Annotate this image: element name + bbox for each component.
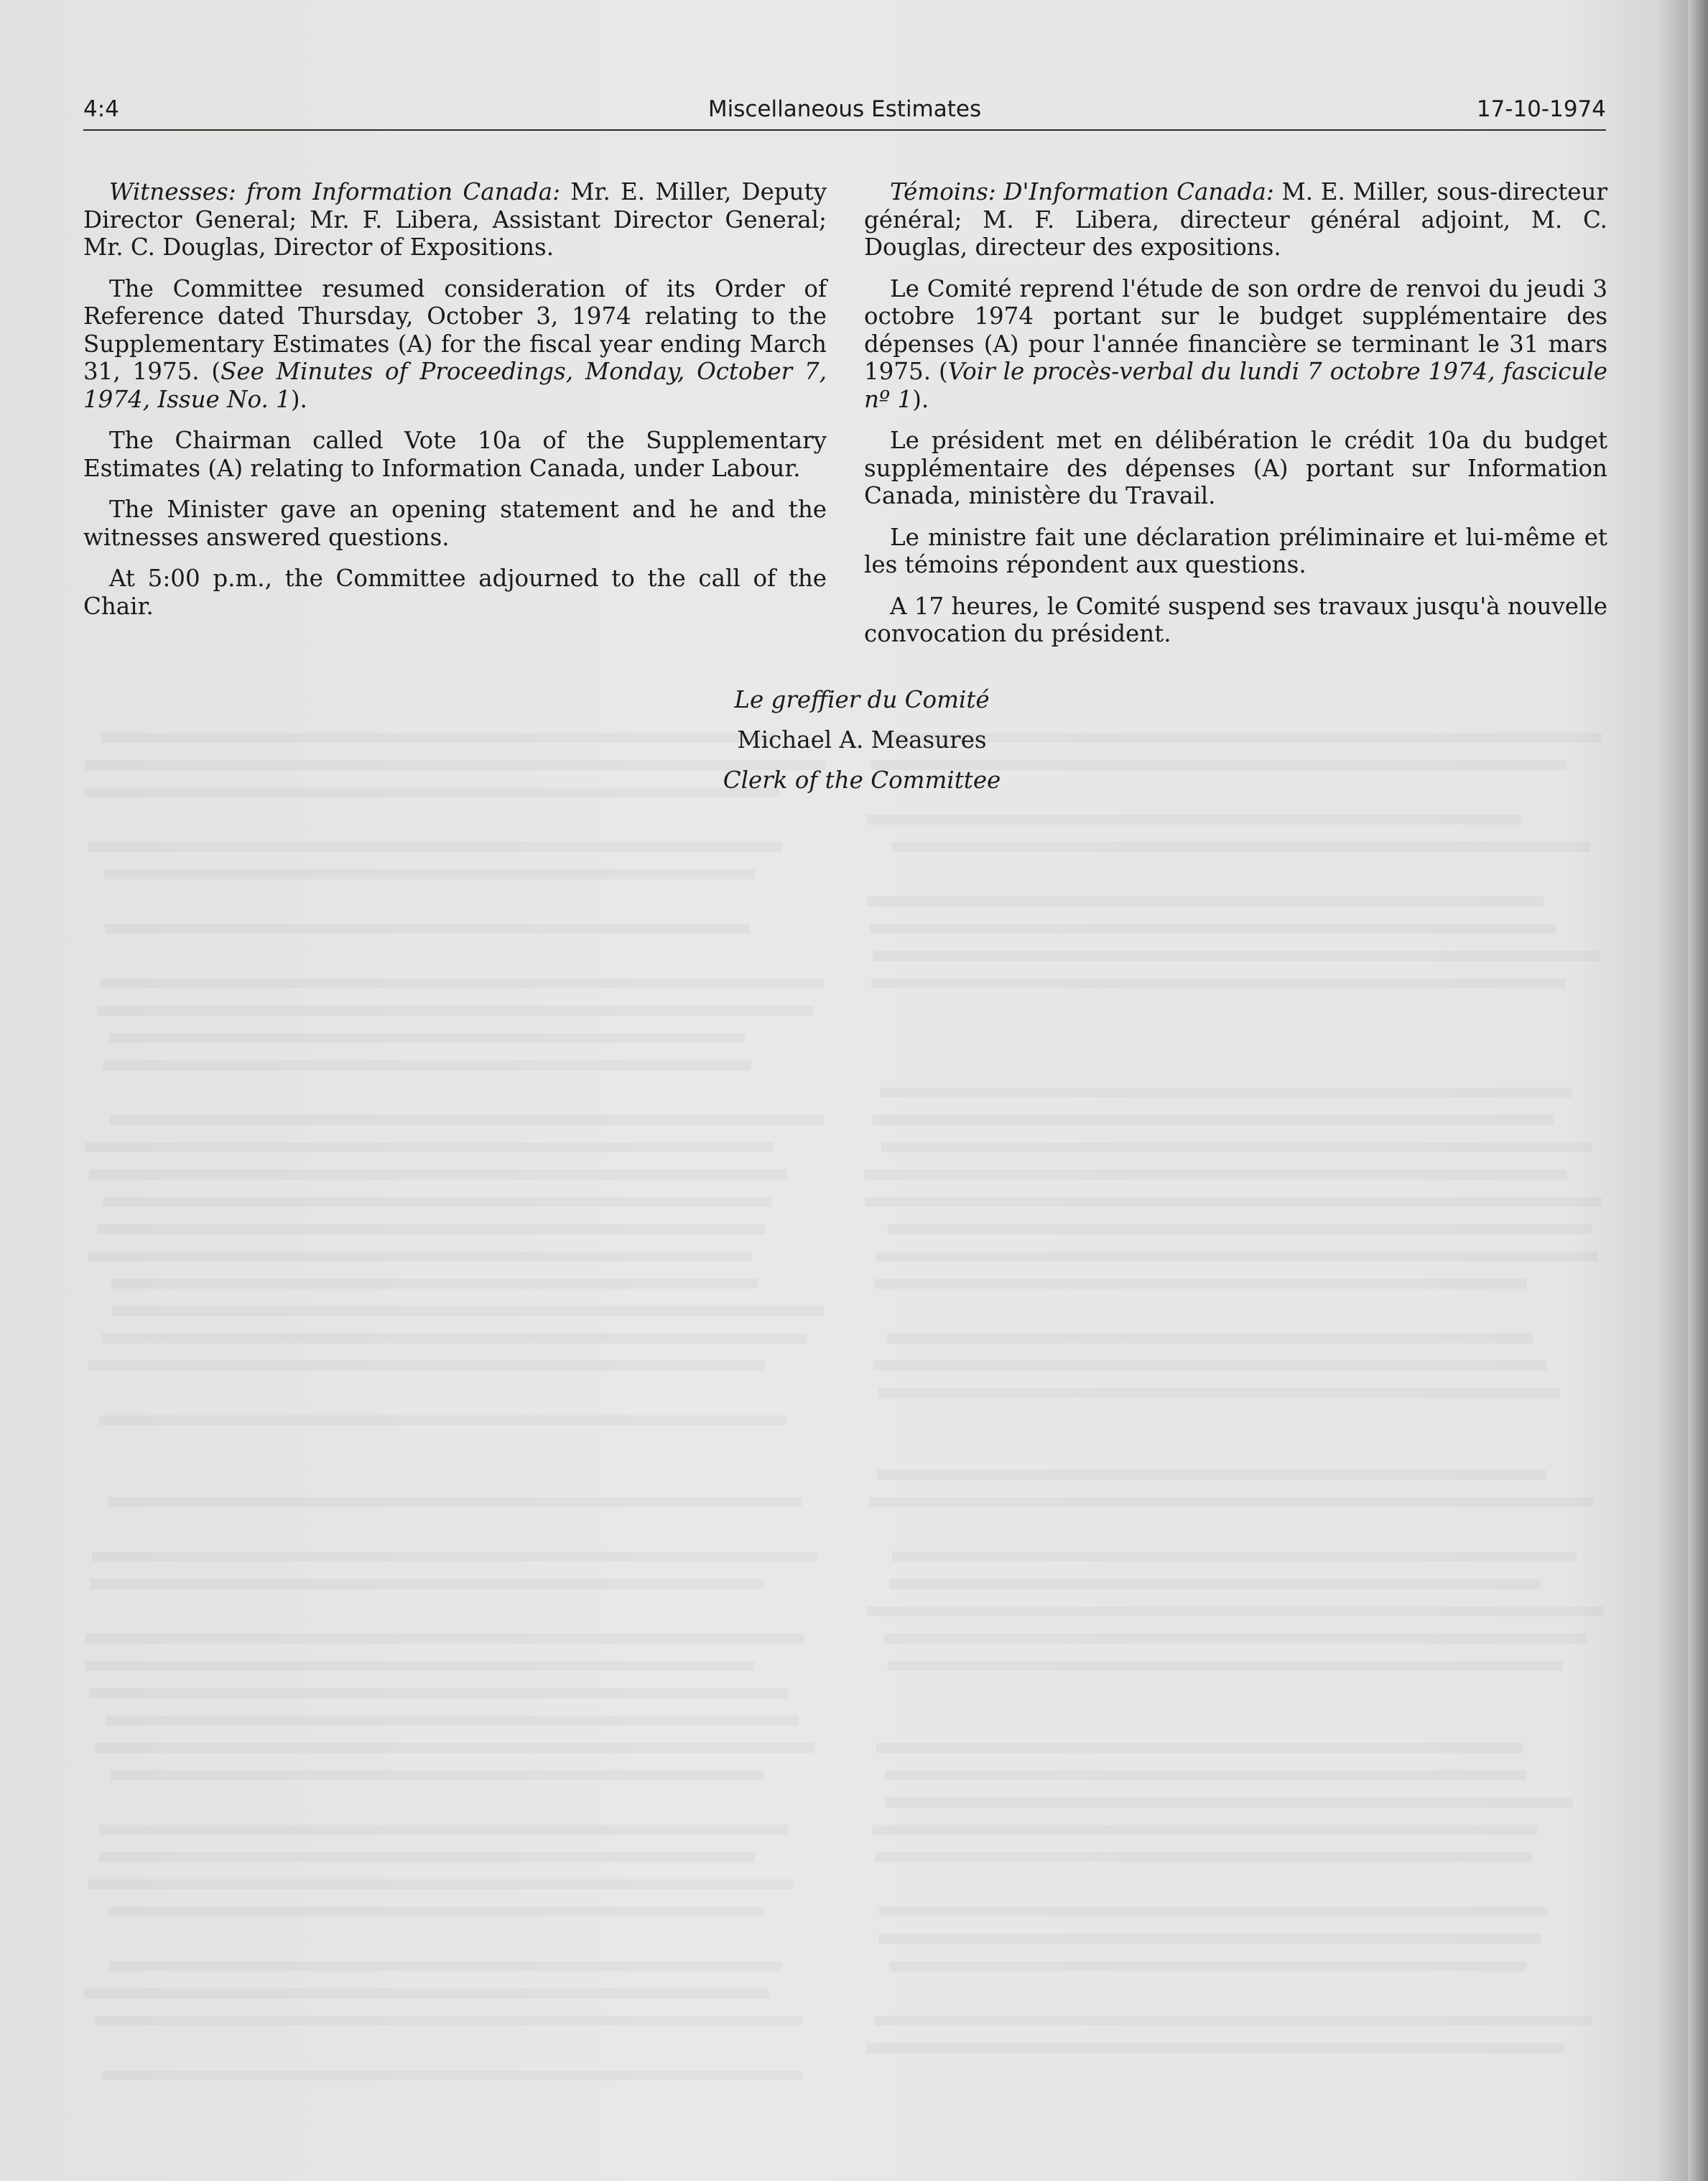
- reprend-text: Le Comité reprend l'étude de son ordre de renvoi du jeudi 3 octobre 1974 portant sur le budget supplémentaire des dépenses (A) pour l'année financière se terminant le 31 mars 1975. (: [864, 274, 1607, 385]
- show-through-line: [103, 869, 755, 879]
- show-through-line: [111, 1770, 764, 1780]
- show-through-line: [867, 897, 1543, 907]
- show-through-line: [880, 1088, 1573, 1098]
- show-through-line: [873, 1361, 1546, 1371]
- show-through-line: [886, 1797, 1572, 1807]
- clerk-title-french: Le greffier du Comité: [734, 686, 990, 713]
- show-through-line: [106, 1715, 798, 1726]
- english-column: [83, 178, 827, 634]
- show-through-line: [99, 1825, 789, 1835]
- show-through-line: [870, 924, 1556, 934]
- show-through-line: [85, 1634, 804, 1644]
- show-through-line: [90, 1579, 764, 1589]
- show-through-line: [90, 1688, 788, 1698]
- show-through-line: [111, 1279, 758, 1289]
- signature-block: [0, 680, 1708, 800]
- show-through-line: [100, 978, 824, 988]
- show-through-line: [887, 1333, 1533, 1343]
- vote-paragraph: The Chairman called Vote 10a of the Supplementary Estimates (A) relating to Information Canada, under Labour.: [83, 427, 827, 482]
- show-through-line: [885, 1770, 1526, 1780]
- show-through-line: [881, 1142, 1592, 1152]
- suspend-paragraph: A 17 heures, le Comité suspend ses travaux jusqu'à nouvelle convocation du président.: [864, 592, 1607, 647]
- show-through-line: [888, 1661, 1563, 1671]
- clerk-title-english: Clerk of the Committee: [723, 767, 1001, 794]
- show-through-line: [89, 1170, 787, 1180]
- show-through-line: [108, 1907, 764, 1917]
- witnesses-paragraph: [83, 178, 827, 261]
- show-through-line: [97, 1006, 814, 1016]
- show-through-line: [872, 1115, 1554, 1125]
- show-through-line: [878, 1934, 1541, 1944]
- show-through-line: [88, 1361, 766, 1371]
- show-through-line: [869, 1497, 1593, 1507]
- show-through-line: [891, 842, 1590, 852]
- show-through-line: [84, 1988, 770, 1999]
- show-through-line: [109, 1961, 782, 1971]
- show-through-line: [95, 2016, 802, 2026]
- witnesses-label: Witnesses: from Information Canada:: [109, 178, 561, 205]
- reprend-paragraph: [864, 275, 1607, 414]
- show-through-line: [865, 1197, 1602, 1207]
- page-edge-shadow: [1688, 0, 1708, 2181]
- show-through-line: [109, 1033, 745, 1043]
- clerk-name: Michael A. Measures: [737, 726, 987, 754]
- show-through-line: [889, 1579, 1541, 1589]
- witnesses-text: Mr. E. Miller, Deputy Director General; Mr. F. Libera, Assistant Director General; Mr. C. Douglas, Director of Expositions.: [83, 178, 827, 261]
- show-through-line: [99, 1415, 787, 1425]
- credit-paragraph: Le président met en délibération le crédit 10a du budget supplémentaire des dépenses (A) portant sur Information Canada, ministère du Travail.: [864, 427, 1607, 509]
- show-through-line: [866, 2043, 1564, 2053]
- show-through-line: [85, 1661, 753, 1671]
- resumed-reference: See Minutes of Proceedings, Monday, October 7, 1974, Issue No. 1: [83, 358, 827, 413]
- show-through-line: [111, 1306, 824, 1316]
- show-through-line: [88, 1251, 753, 1261]
- show-through-line: [99, 1852, 756, 1862]
- reprend-reference: Voir le procès-verbal du lundi 7 octobre 1974, fascicule nº 1: [864, 358, 1607, 413]
- show-through-line: [892, 1552, 1577, 1562]
- running-header: [83, 92, 1606, 131]
- show-through-line: [875, 1852, 1532, 1862]
- show-through-line: [88, 842, 782, 852]
- show-through-line: [883, 1634, 1587, 1644]
- ministre-paragraph: Le ministre fait une déclaration préliminaire et lui-même et les témoins répondent aux questions.: [864, 523, 1607, 578]
- reprend-end: ).: [912, 385, 929, 413]
- temoins-label: Témoins: D'Information Canada:: [890, 178, 1274, 205]
- show-through-line: [877, 1470, 1546, 1480]
- show-through-line: [871, 978, 1565, 988]
- show-through-line: [85, 1142, 773, 1152]
- show-through-line: [867, 1606, 1604, 1616]
- french-column: [864, 178, 1607, 662]
- page-number: 4:4: [83, 96, 119, 122]
- show-through-line: [876, 1743, 1523, 1753]
- show-through-line: [88, 1879, 794, 1889]
- show-through-line: [875, 2016, 1592, 2026]
- show-through-line: [888, 1224, 1591, 1234]
- show-through-line: [94, 1743, 814, 1753]
- resumed-paragraph: [83, 275, 827, 414]
- resumed-text: The Committee resumed consideration of its Order of Reference dated Thursday, October 3, 1974 relating to the Supplementary Estimates (A) for the fiscal year ending March 31, 1975. (: [83, 274, 827, 385]
- show-through-line: [103, 1060, 752, 1070]
- temoins-text: M. E. Miller, sous-directeur général; M. F. Libera, directeur général adjoint, M. C. Douglas, directeur des expositions.: [864, 178, 1607, 261]
- header-title: Miscellaneous Estimates: [707, 96, 982, 122]
- temoins-paragraph: [864, 178, 1607, 261]
- show-through-line: [879, 1907, 1549, 1917]
- show-through-line: [108, 1497, 801, 1507]
- show-through-line: [92, 1552, 818, 1562]
- adjourn-paragraph: At 5:00 p.m., the Committee adjourned to the call of the Chair.: [83, 565, 827, 620]
- show-through-line: [873, 951, 1600, 961]
- show-through-line: [105, 924, 750, 934]
- header-date: 17-10-1974: [1476, 96, 1606, 122]
- show-through-line: [867, 815, 1522, 825]
- show-through-line: [876, 1251, 1598, 1261]
- show-through-line: [102, 1333, 807, 1343]
- show-through-line: [878, 1388, 1560, 1398]
- show-through-line: [97, 1224, 765, 1234]
- show-through-line: [103, 1197, 771, 1207]
- show-through-line: [872, 1825, 1537, 1835]
- resumed-end: ).: [290, 385, 307, 413]
- show-through-line: [890, 1961, 1526, 1971]
- show-through-line: [864, 1170, 1567, 1180]
- show-through-line: [110, 1115, 825, 1125]
- minister-paragraph: The Minister gave an opening statement and he and the witnesses answered questions.: [83, 496, 827, 551]
- show-through-line: [102, 2070, 802, 2080]
- show-through-line: [875, 1279, 1527, 1289]
